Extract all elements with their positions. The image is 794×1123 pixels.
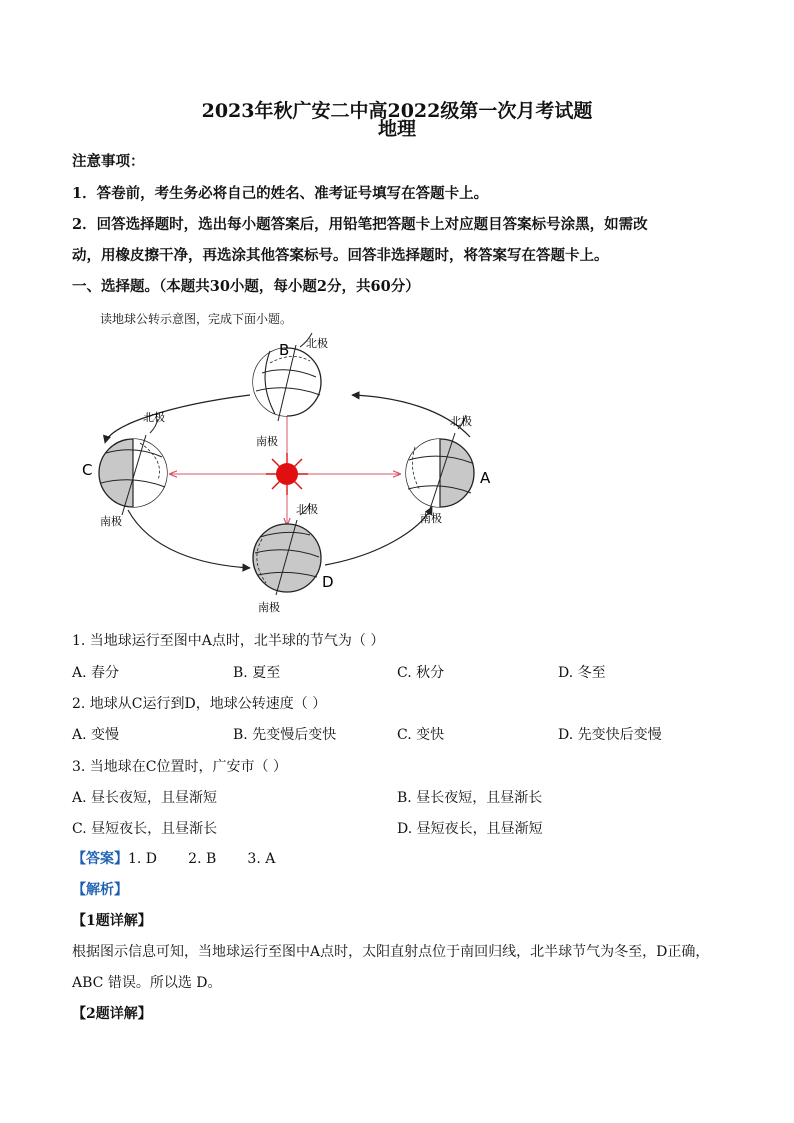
- earth-c-icon: [99, 435, 167, 515]
- subject-title: 地理: [377, 118, 416, 140]
- q1-detail-line-1: 根据图示信息可知，当地球运行至图中A点时，太阳直射点位于南回归线，北半球节气为冬至，D正确，: [72, 944, 710, 960]
- south-pole-a: 南极: [420, 512, 442, 525]
- notice-item-2-line-1: 2．回答选择题时，选出每小题答案后，用铅笔把答题卡上对应题目答案标号涂黑，如需改: [72, 216, 648, 233]
- question-2-stem: 2. 地球从C运行到D，地球公转速度（ ）: [72, 696, 327, 712]
- section-heading: 一、选择题。（本题共30小题，每小题2分，共60分）: [72, 278, 420, 295]
- north-pole-c: 北极: [143, 411, 165, 424]
- q2-option-b: B. 先变慢后变快: [233, 727, 337, 743]
- north-pole-b: 北极: [306, 337, 328, 350]
- north-pole-d: 北极: [296, 503, 318, 516]
- q2-option-a: A. 变慢: [72, 727, 120, 743]
- notice-item-2-line-2: 动，用橡皮擦干净，再选涂其他答案标号。回答非选择题时，将答案写在答题卡上。: [72, 247, 609, 264]
- q1-option-b: B. 夏至: [233, 665, 281, 681]
- question-3-stem: 3. 当地球在C位置时，广安市（ ）: [72, 759, 287, 775]
- q3-option-b: B. 昼长夜短，且昼渐长: [397, 790, 543, 806]
- answer-tag: 【答案】: [72, 851, 128, 867]
- q3-option-a: A. 昼长夜短，且昼渐短: [72, 790, 218, 806]
- answer-line: [72, 848, 275, 868]
- q1-option-a: A. 春分: [72, 665, 120, 681]
- south-pole-d: 南极: [258, 601, 280, 614]
- analysis-tag: 【解析】: [72, 882, 128, 898]
- q2-option-d: D. 先变快后变慢: [558, 727, 662, 743]
- exam-title: 2023年秋广安二中高2022级第一次月考试题: [201, 100, 593, 122]
- earth-revolution-diagram: [0, 325, 794, 625]
- earth-d-icon: [253, 520, 321, 595]
- diagram-intro: 读地球公转示意图，完成下面小题。: [100, 312, 293, 326]
- q2-option-c: C. 变快: [397, 727, 445, 743]
- q1-detail-line-2: ABC 错误。所以选 D。: [72, 975, 222, 991]
- label-d: D: [322, 573, 334, 591]
- question-1-stem: 1. 当地球运行至图中A点时，北半球的节气为（ ）: [72, 633, 385, 649]
- q1-option-c: C. 秋分: [397, 665, 445, 681]
- q3-option-c: C. 昼短夜长，且昼渐长: [72, 821, 218, 837]
- sun-icon: [266, 453, 308, 495]
- notice-heading: 注意事项：: [72, 153, 145, 170]
- earth-a-icon: [406, 433, 474, 515]
- notice-item-1: 1．答卷前，考生务必将自己的姓名、准考证号填写在答题卡上。: [72, 185, 489, 202]
- south-pole-b: 南极: [256, 435, 278, 448]
- q2-detail-heading: 【2题详解】: [72, 1006, 152, 1022]
- label-b: B: [279, 341, 290, 359]
- label-a: A: [480, 469, 491, 487]
- answer-values: 1. D 2. B 3. A: [128, 851, 276, 867]
- q3-option-d: D. 昼短夜长，且昼渐短: [397, 821, 543, 837]
- q1-option-d: D. 冬至: [558, 665, 606, 681]
- label-c: C: [82, 461, 93, 479]
- q1-detail-heading: 【1题详解】: [72, 913, 152, 929]
- north-pole-a: 北极: [450, 415, 472, 428]
- south-pole-c: 南极: [100, 515, 122, 528]
